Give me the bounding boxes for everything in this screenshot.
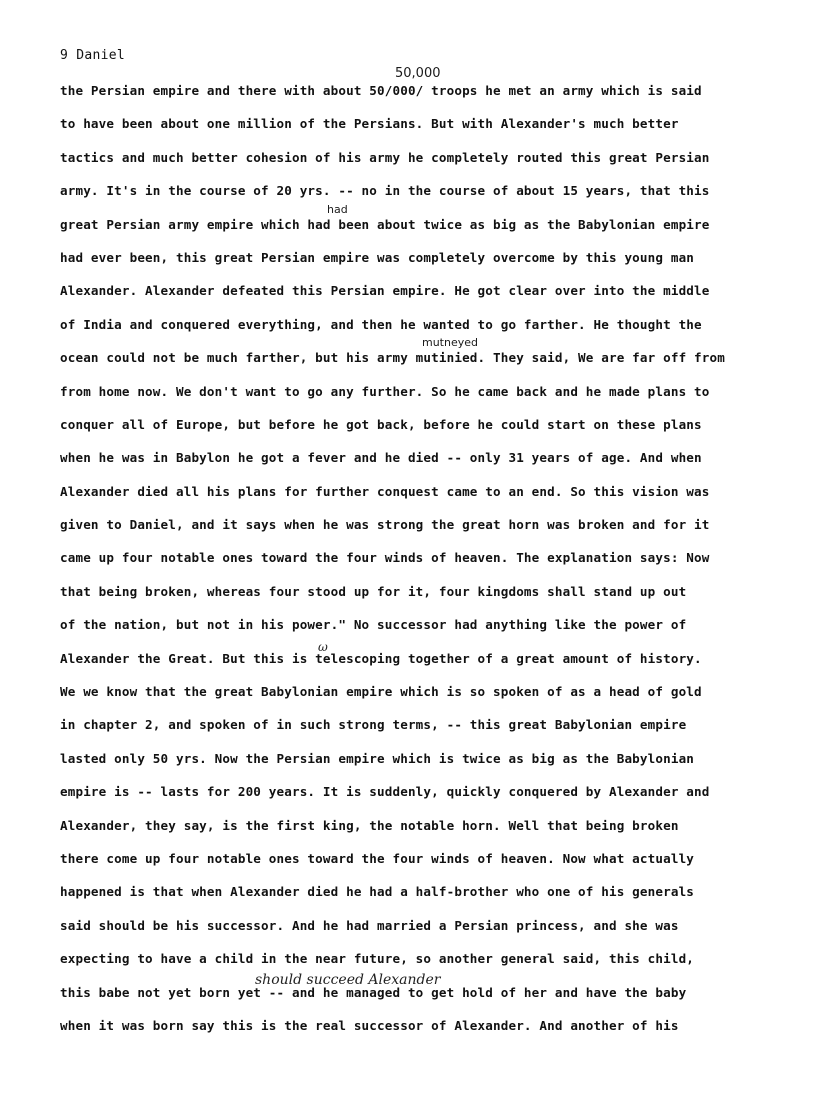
text-line: given to Daniel, and it says when he was strong the great horn was broken and for it	[60, 517, 710, 533]
page-header: 9 Daniel	[60, 48, 126, 63]
text-line: this babe not yet born yet -- and he managed to get hold of her and have the baby	[60, 984, 687, 1000]
text-line: army. It's in the course of 20 yrs. -- no in the course of about 15 years, that this	[60, 183, 710, 199]
text-line: tactics and much better cohesion of his army he completely routed this great Persian	[60, 149, 710, 165]
typed-insertion-had: had	[327, 203, 348, 216]
text-line: ocean could not be much farther, but his army mutinied. They said, We are far off from	[60, 350, 725, 366]
text-line: Alexander. Alexander defeated this Persian empire. He got clear over into the middle	[60, 283, 710, 299]
text-line: Alexander the Great. But this is telescoping together of a great amount of history.	[60, 650, 702, 666]
text-line: expecting to have a child in the near future, so another general said, this child,	[60, 951, 695, 967]
text-line: had ever been, this great Persian empire was completely overcome by this young man	[60, 249, 695, 265]
text-line: came up four notable ones toward the four winds of heaven. The explanation says: Now	[60, 550, 710, 566]
text-line: from home now. We don't want to go any further. So he came back and he made plans to	[60, 383, 710, 399]
typed-insertion-mutneyed: mutneyed	[422, 336, 478, 349]
text-line: when it was born say this is the real successor of Alexander. And another of his	[60, 1017, 679, 1033]
handwritten-annotation-50000: 50,000	[395, 66, 441, 81]
text-line: in chapter 2, and spoken of in such strong terms, -- this great Babylonian empire	[60, 717, 687, 733]
text-line: of the nation, but not in his power." No successor had anything like the power of	[60, 617, 687, 633]
text-line: empire is -- lasts for 200 years. It is suddenly, quickly conquered by Alexander and	[60, 784, 710, 800]
body-text	[60, 82, 820, 1050]
text-line: lasted only 50 yrs. Now the Persian empire which is twice as big as the Babylonian	[60, 750, 695, 766]
text-line: said should be his successor. And he had married a Persian princess, and she was	[60, 917, 679, 933]
text-line: conquer all of Europe, but before he got back, before he could start on these plans	[60, 416, 702, 432]
text-line: that being broken, whereas four stood up for it, four kingdoms shall stand up out	[60, 583, 687, 599]
text-line: We we know that the great Babylonian empire which is so spoken of as a head of gold	[60, 684, 702, 700]
handwritten-insertion-mark: ω	[318, 640, 328, 654]
text-line: the Persian empire and there with about 50/000/ troops he met an army which is said	[60, 83, 702, 98]
text-line: Alexander died all his plans for further conquest came to an end. So this vision was	[60, 483, 710, 499]
text-line: Alexander, they say, is the first king, the notable horn. Well that being broken	[60, 817, 679, 833]
text-line: of India and conquered everything, and then he wanted to go farther. He thought the	[60, 316, 702, 332]
text-line: there come up four notable ones toward the four winds of heaven. Now what actually	[60, 850, 695, 866]
text-line: to have been about one million of the Persians. But with Alexander's much better	[60, 116, 679, 132]
handwritten-annotation-successor: should succeed Alexander	[255, 972, 441, 988]
text-line: when he was in Babylon he got a fever and he died -- only 31 years of age. And when	[60, 450, 702, 466]
text-line: happened is that when Alexander died he had a half-brother who one of his generals	[60, 884, 695, 900]
text-line: great Persian army empire which had been about twice as big as the Babylonian empire	[60, 216, 710, 232]
